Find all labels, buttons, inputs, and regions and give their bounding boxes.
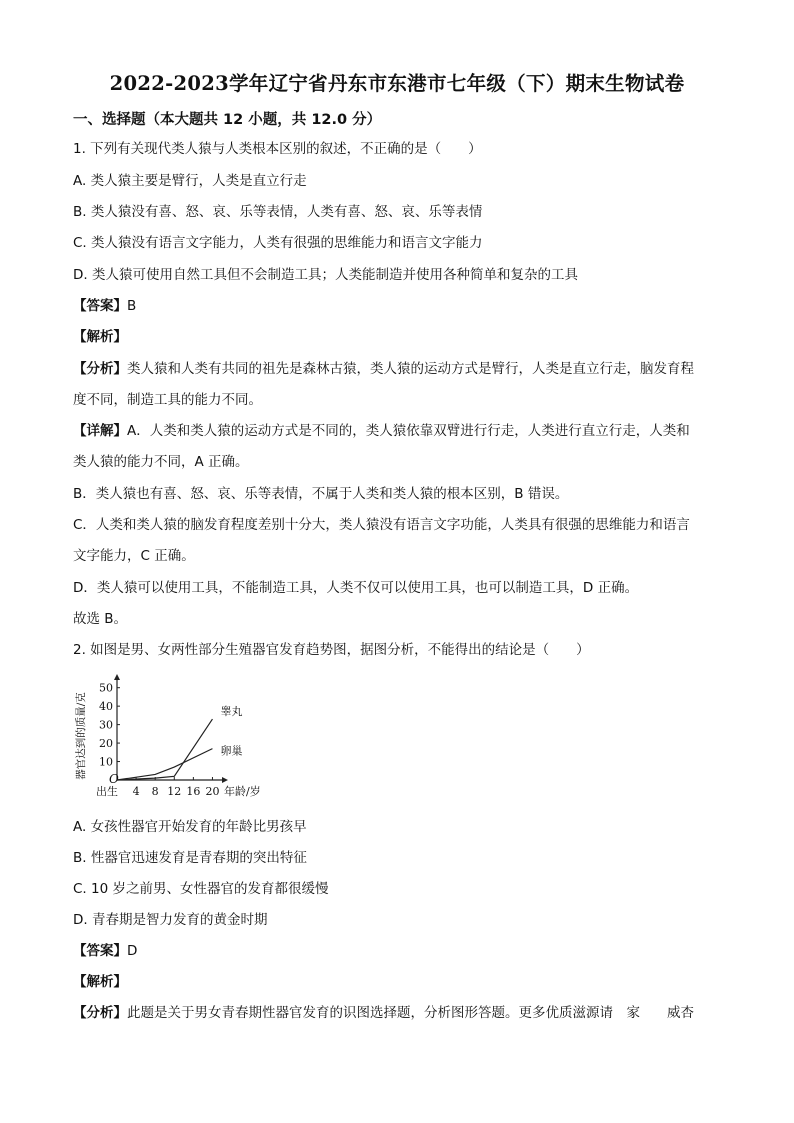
x-tick-label: 出生: [96, 785, 118, 798]
organ-development-chart: [70, 672, 300, 804]
y-tick-label: 40: [99, 700, 113, 714]
origin-label: O: [109, 772, 119, 786]
q1-option-d: D. 类人猿可使用自然工具但不会制造工具；人类能制造并使用各种简单和复杂的工具: [73, 267, 578, 283]
answer-tag: 【答案】: [73, 298, 127, 314]
q1-option-b: B. 类人猿没有喜、怒、哀、乐等表情，人类有喜、怒、哀、乐等表情: [73, 204, 483, 220]
x-axis-arrow: [222, 777, 228, 783]
xiangjie-text: A．人类和类人猿的运动方式是不同的，类人猿依靠双臂进行行走，人类进行直立行走，人类和: [127, 423, 690, 439]
q2-stem: 2. 如图是男、女两性部分生殖器官发育趋势图，据图分析，不能得出的结论是（ ）: [73, 642, 590, 658]
q2-analysis-tag: 【解析】: [73, 974, 127, 990]
x-tick-label: 12: [167, 785, 182, 798]
x-axis-label: 年龄/岁: [224, 785, 261, 798]
x-tick-label: 20: [205, 785, 220, 798]
q2-option-b: B. 性器官迅速发育是青春期的突出特征: [73, 850, 307, 866]
q1-analysis-tag: 【解析】: [73, 329, 127, 345]
y-tick-label: 20: [99, 737, 113, 751]
answer-value: D: [127, 943, 138, 959]
y-tick-label: 50: [99, 681, 113, 695]
xiangjie-tag: 【详解】: [73, 423, 127, 439]
q1-fenxi-line2: 度不同，制造工具的能力不同。: [73, 392, 262, 408]
q1-fenxi-line1: [73, 359, 694, 379]
fenxi-tag: 【分析】: [73, 361, 127, 377]
q1-xiangjie-c2: 文字能力，C 正确。: [73, 548, 195, 564]
q2-option-a: A. 女孩性器官开始发育的年龄比男孩早: [73, 819, 307, 835]
y-axis-arrow: [114, 674, 120, 680]
fenxi-tag: 【分析】: [73, 1005, 127, 1021]
x-tick-label: 8: [151, 785, 159, 798]
q1-answer: [73, 296, 136, 316]
x-tick-label: 4: [132, 785, 140, 798]
q1-option-c: C. 类人猿没有语言文字能力，人类有很强的思维能力和语言文字能力: [73, 235, 483, 251]
q1-xiangjie-b: B．类人猿也有喜、怒、哀、乐等表情，不属于人类和类人猿的根本区别，B 错误。: [73, 486, 569, 502]
q1-stem: 1. 下列有关现代类人猿与人类根本区别的叙述，不正确的是（ ）: [73, 141, 482, 157]
section-heading: 一、选择题（本大题共 12 小题，共 12.0 分）: [73, 112, 382, 128]
q2-option-d: D. 青春期是智力发育的黄金时期: [73, 912, 268, 928]
q1-option-a: A. 类人猿主要是臂行，人类是直立行走: [73, 173, 307, 189]
fenxi-text: 类人猿和人类有共同的祖先是森林古猿，类人猿的运动方式是臂行，人类是直立行走，脑发育程: [127, 361, 694, 377]
series-line-2: [117, 749, 212, 780]
q1-xiangjie-line2: 类人猿的能力不同，A 正确。: [73, 454, 249, 470]
q1-xiangjie-d: D．类人猿可以使用工具，不能制造工具，人类不仅可以使用工具，也可以制造工具，D 正确。: [73, 580, 639, 596]
q2-option-c: C. 10 岁之前男、女性器官的发育都很缓慢: [73, 881, 329, 897]
series-label: 卵巢: [220, 744, 243, 758]
q1-xiangjie-line1: [73, 421, 690, 441]
y-tick-label: 10: [99, 755, 113, 769]
q2-fenxi-line1: [73, 1003, 694, 1023]
y-tick-label: 30: [99, 718, 113, 732]
y-axis-label: 器官达到的质量/克: [75, 692, 87, 780]
page-title: 2022-2023学年辽宁省丹东市东港市七年级（下）期末生物试卷: [109, 72, 685, 95]
q1-xiangjie-c1: C．人类和类人猿的脑发育程度差别十分大，类人猿没有语言文字功能，人类具有很强的思维能力和语言: [73, 517, 690, 533]
q1-conclusion: 故选 B。: [73, 611, 128, 627]
x-tick-label: 16: [186, 785, 201, 798]
answer-tag: 【答案】: [73, 943, 127, 959]
series-label: 睾丸: [220, 705, 243, 719]
fenxi-text: 此题是关于男女青春期性器官发育的识图选择题，分析图形答题。更多优质滋源请 家 威杏: [127, 1005, 694, 1021]
answer-value: B: [127, 298, 137, 314]
q2-answer: [73, 941, 137, 961]
